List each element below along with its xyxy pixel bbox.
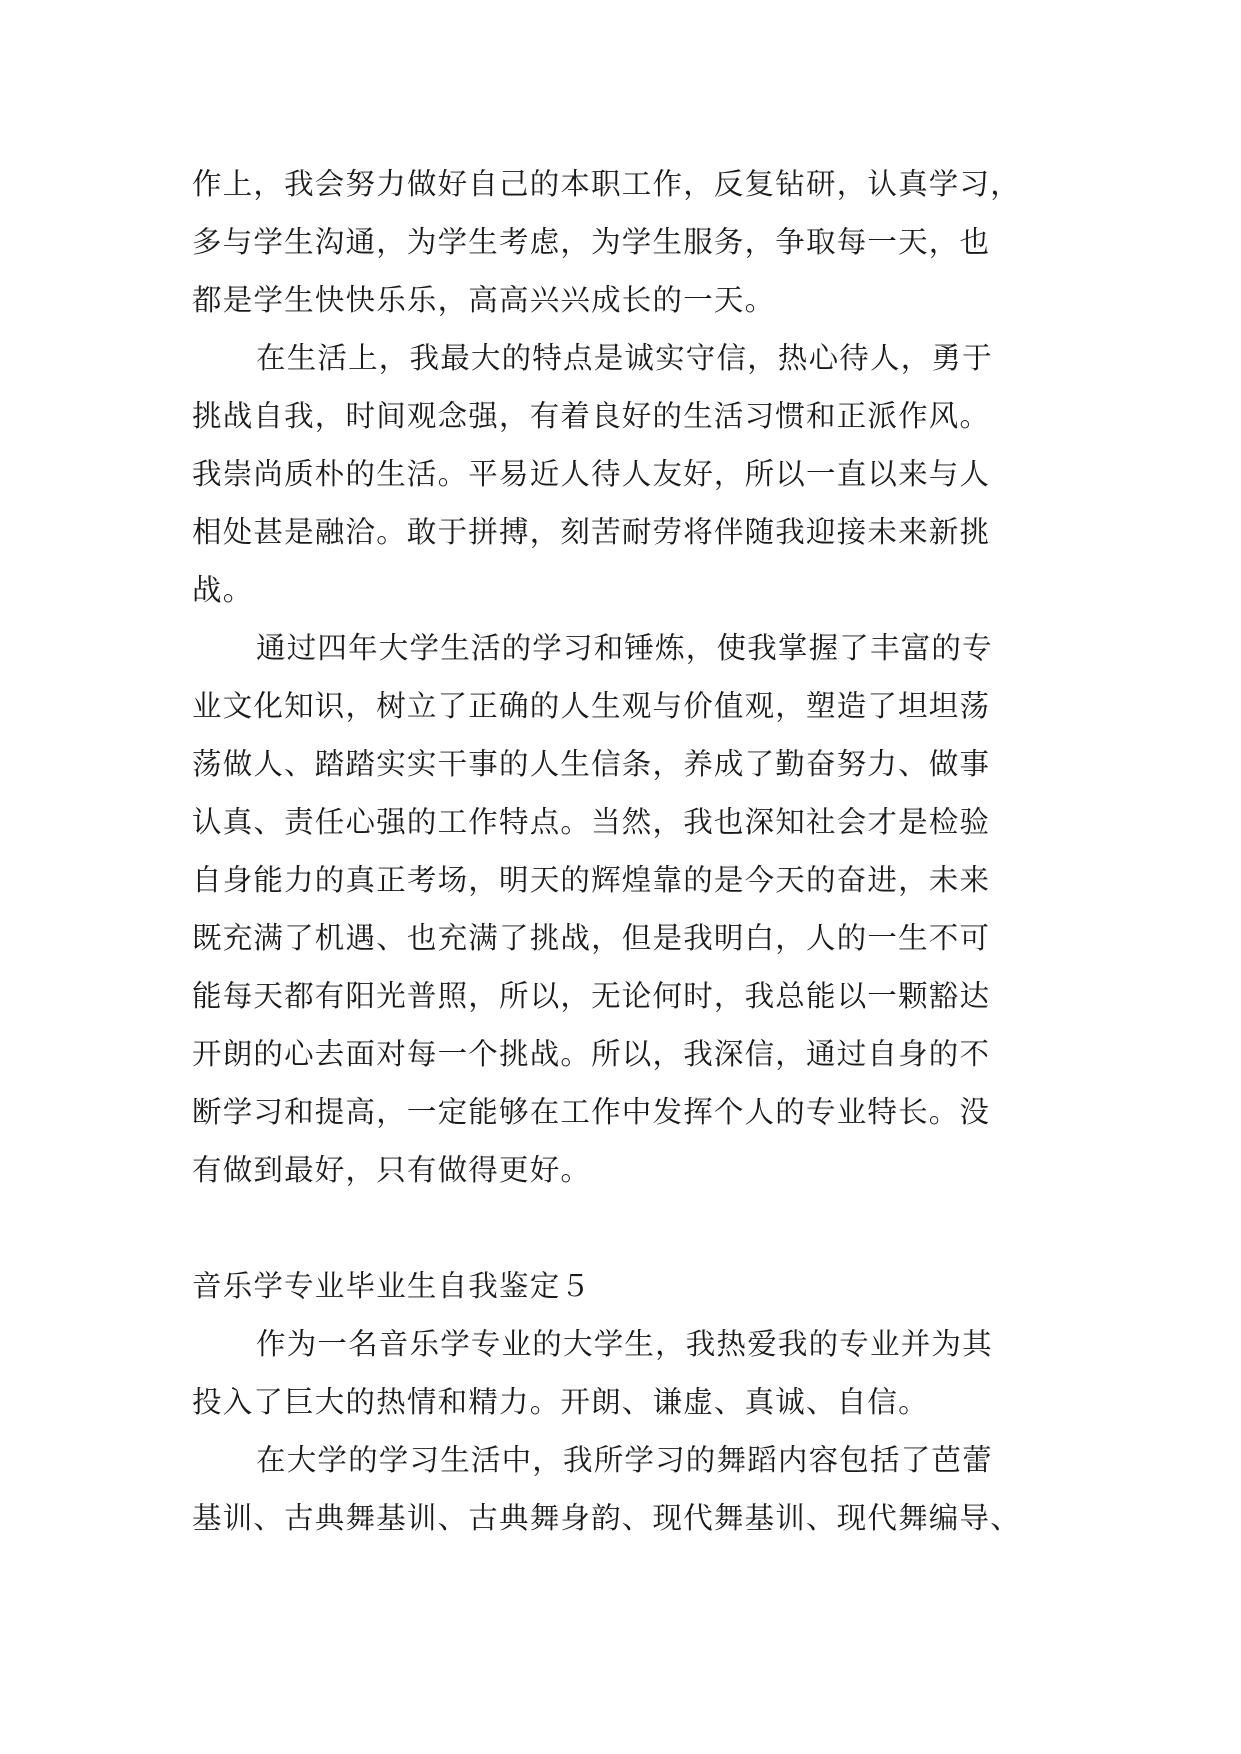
text-line: 有做到最好，只有做得更好。 [192, 1153, 592, 1187]
text-line: 作上，我会努力做好自己的本职工作，反复钻研，认真学习， [192, 167, 1021, 201]
text-line: 都是学生快快乐乐，高高兴兴成长的一天。 [192, 283, 776, 317]
text-line: 投入了巨大的热情和精力。开朗、谦虚、真诚、自信。 [192, 1385, 929, 1419]
text-line: 基训、古典舞基训、古典舞身韵、现代舞基训、现代舞编导、 [192, 1501, 1021, 1535]
section-heading: 音乐学专业毕业生自我鉴定５ [192, 1269, 592, 1303]
paragraph-first-line: 作为一名音乐学专业的大学生，我热爱我的专业并为其 [256, 1327, 993, 1361]
text-line: 断学习和提高，一定能够在工作中发挥个人的专业特长。没 [192, 1095, 991, 1129]
paragraph-first-line: 通过四年大学生活的学习和锤炼，使我掌握了丰富的专 [256, 631, 993, 665]
paragraph-first-line: 在大学的学习生活中，我所学习的舞蹈内容包括了芭蕾 [256, 1443, 993, 1477]
text-line: 既充满了机遇、也充满了挑战，但是我明白，人的一生不可 [192, 921, 991, 955]
text-line: 自身能力的真正考场，明天的辉煌靠的是今天的奋进，未来 [192, 863, 991, 897]
text-line: 荡做人、踏踏实实干事的人生信条，养成了勤奋努力、做事 [192, 747, 991, 781]
text-line: 多与学生沟通，为学生考虑，为学生服务，争取每一天，也 [192, 225, 991, 259]
text-line: 认真、责任心强的工作特点。当然，我也深知社会才是检验 [192, 805, 991, 839]
paragraph-first-line: 在生活上，我最大的特点是诚实守信，热心待人，勇于 [256, 341, 993, 375]
text-line: 我崇尚质朴的生活。平易近人待人友好，所以一直以来与人 [192, 457, 991, 491]
text-line: 能每天都有阳光普照，所以，无论何时，我总能以一颗豁达 [192, 979, 991, 1013]
text-line: 相处甚是融洽。敢于拼搏，刻苦耐劳将伴随我迎接未来新挑 [192, 515, 991, 549]
text-line: 战。 [192, 573, 254, 607]
text-line: 挑战自我，时间观念强，有着良好的生活习惯和正派作风。 [192, 399, 991, 433]
text-line: 业文化知识，树立了正确的人生观与价值观，塑造了坦坦荡 [192, 689, 991, 723]
text-line: 开朗的心去面对每一个挑战。所以，我深信，通过自身的不 [192, 1037, 991, 1071]
document-body [192, 155, 1052, 1547]
